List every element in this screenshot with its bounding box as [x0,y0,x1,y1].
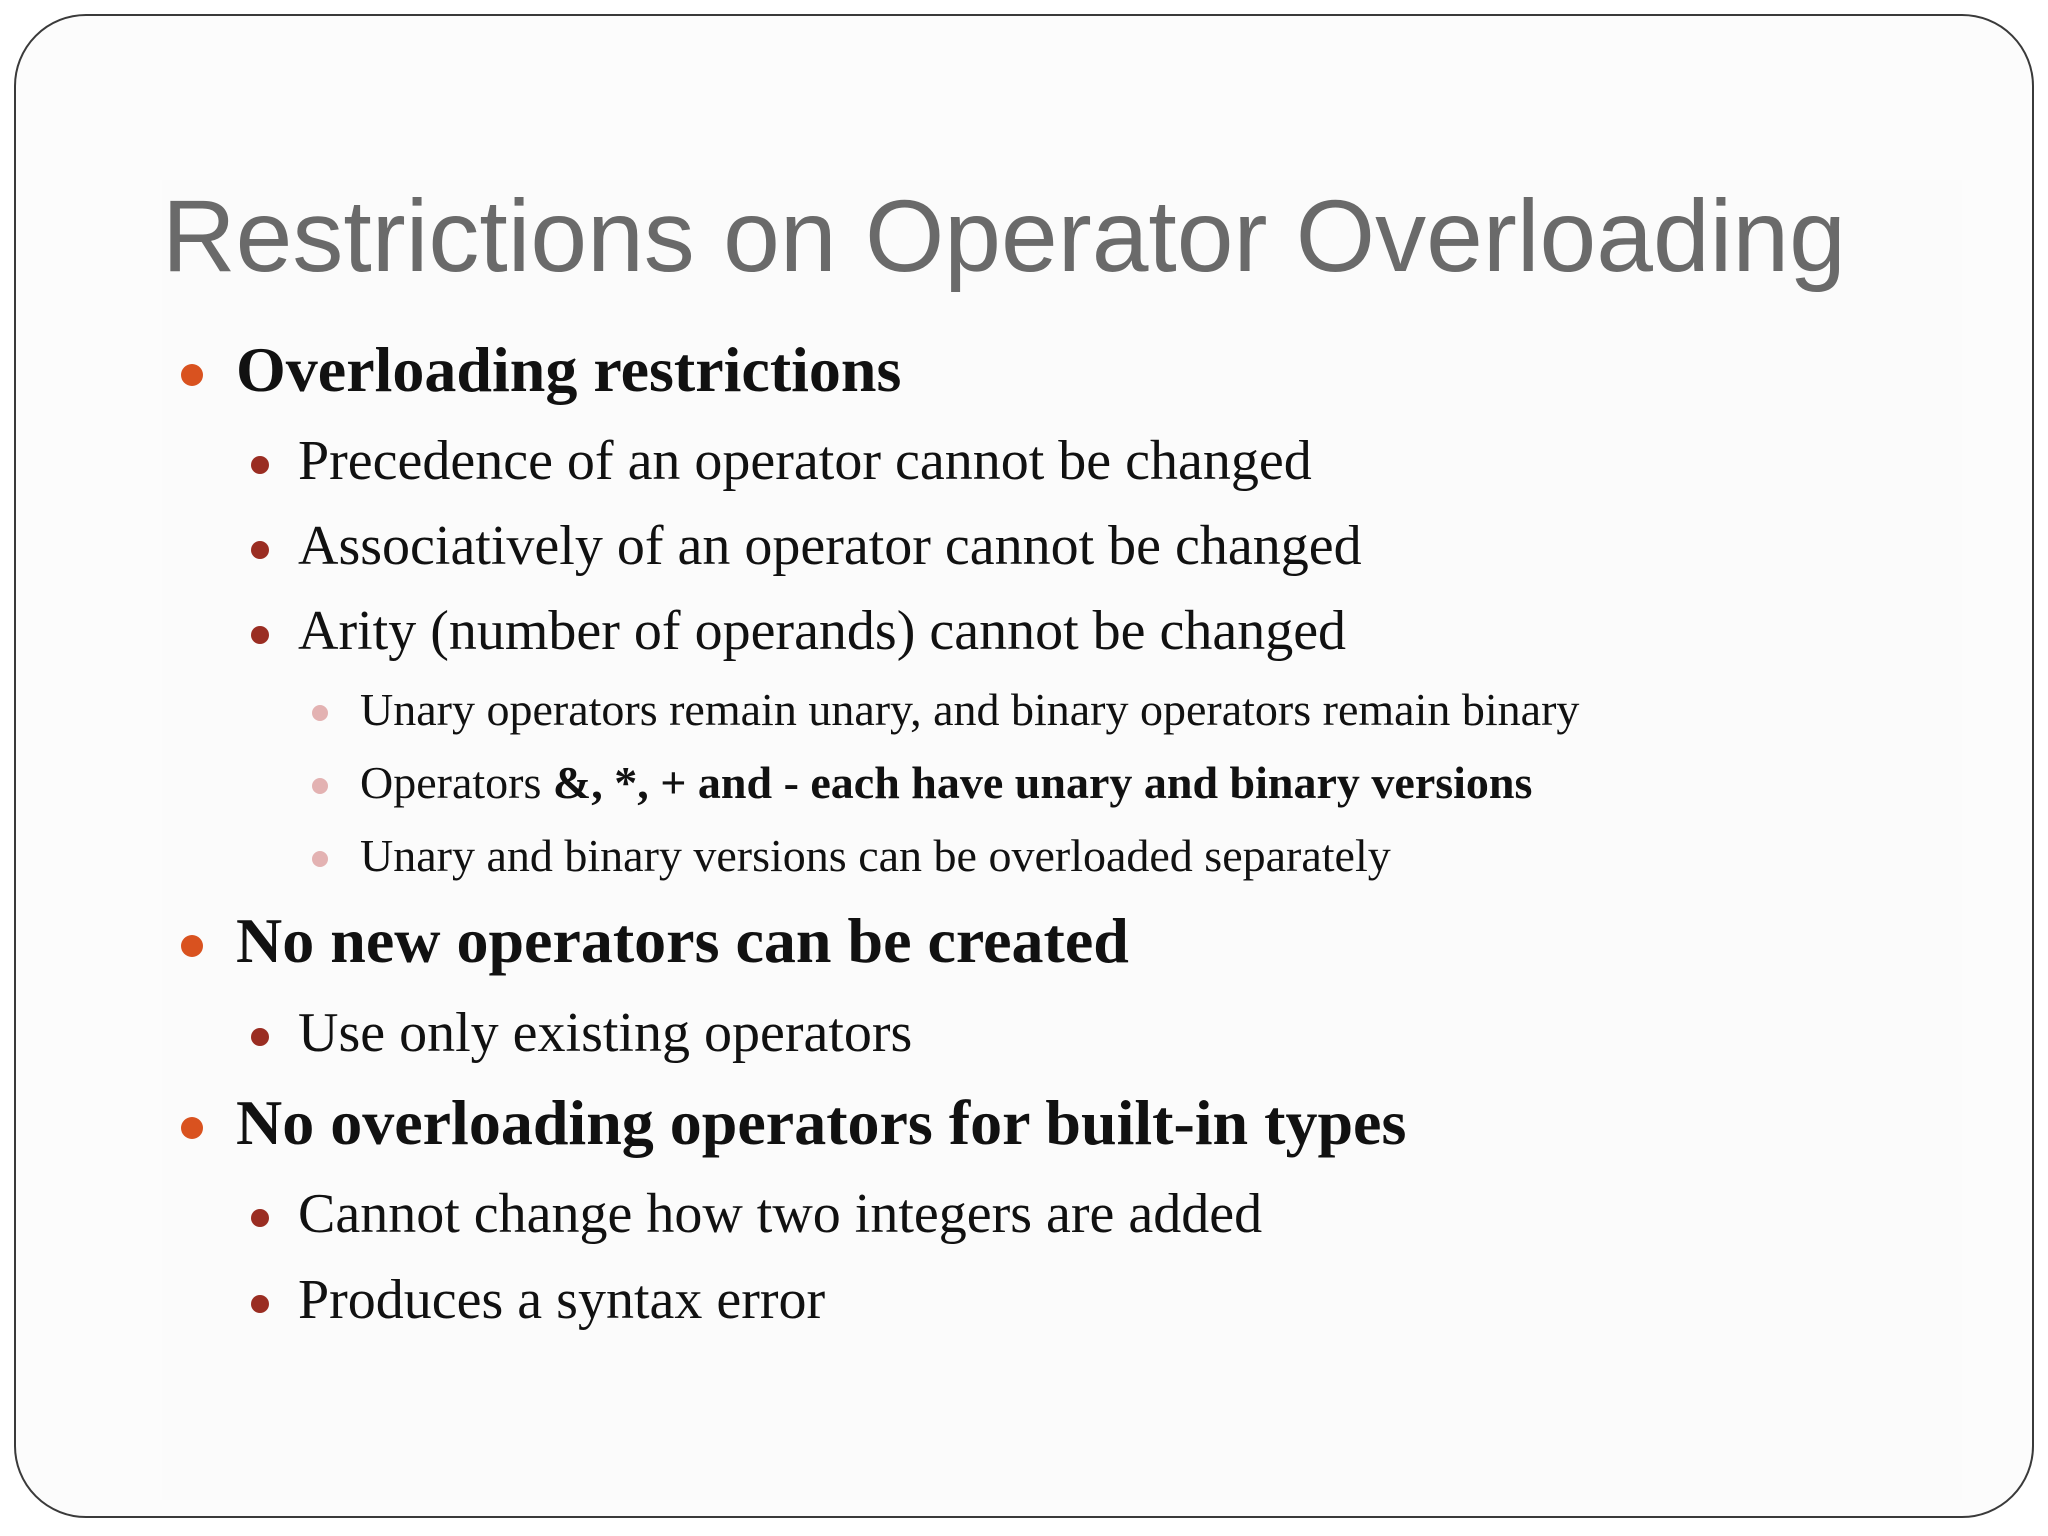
bullet-text: No new operators can be created [236,905,1129,976]
bullet-text: Precedence of an operator cannot be changed [298,430,1312,492]
bullet-dot-icon [312,705,328,721]
bullet-text: Use only existing operators [298,1002,913,1064]
bullet-text: Unary operators remain unary, and binary operators remain binary [360,684,1580,735]
slide-title: Restrictions on Operator Overloading [162,179,1846,293]
bullet-text-bold: &, *, + and - each have unary and binary versions [552,757,1533,808]
bullet-dot-icon [251,1295,269,1313]
bullet-text: Cannot change how two integers are added [298,1183,1263,1245]
bullet-arity [298,594,1346,668]
bullet-text: Associatively of an operator cannot be changed [298,515,1362,577]
bullet-dot-icon [312,851,328,867]
bullet-dot-icon [251,541,269,559]
bullet-text: Arity (number of operands) cannot be changed [298,600,1347,662]
bullet-text: Overloading restrictions [236,334,902,405]
bullet-operators-versions [360,752,1532,814]
bullet-dot-icon [251,1028,269,1046]
bullet-dot-icon [251,626,269,644]
bullet-unary-remain-unary [360,679,1579,741]
bullet-dot-icon [251,1209,269,1227]
bullet-dot-icon [181,364,203,386]
bullet-precedence [298,424,1312,498]
bullet-syntax-error [298,1263,825,1337]
bullet-integers-added [298,1177,1262,1251]
bullet-dot-icon [181,1117,203,1139]
bullet-existing-operators [298,996,912,1070]
bullet-dot-icon [251,456,269,474]
bullet-text: Produces a syntax error [298,1269,826,1331]
bullet-text-plain: Operators [360,757,553,808]
bullet-associativity [298,509,1362,583]
bullet-dot-icon [312,778,328,794]
bullet-overloaded-separately [360,825,1391,887]
bullet-dot-icon [181,935,203,957]
bullet-no-builtin-overloading [236,1083,1406,1163]
bullet-no-new-operators [236,901,1129,981]
bullet-text: No overloading operators for built-in types [236,1087,1407,1158]
bullet-text: Unary and binary versions can be overloaded separately [360,830,1391,881]
bullet-overloading-restrictions [236,330,901,410]
